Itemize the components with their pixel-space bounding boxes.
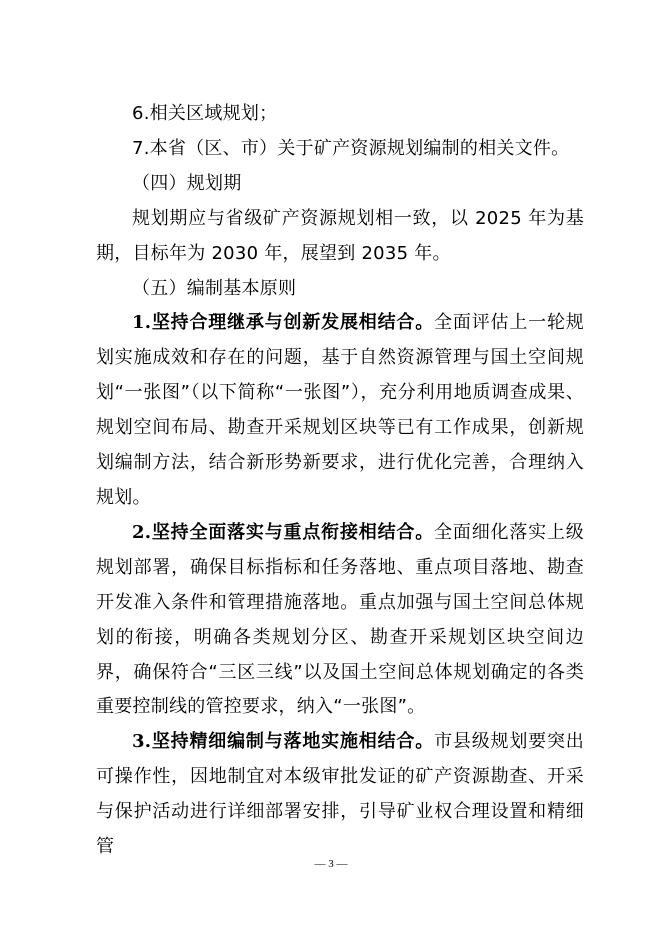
page-number: — 3 —: [314, 858, 348, 870]
principle-inheritance-innovation: [96, 306, 584, 515]
section-heading-basic-principles: [96, 272, 584, 307]
paragraph-text: （五）编制基本原则: [132, 277, 297, 299]
principle-text: 市县级规划要突出可操作性，因地制宜对本级审批发证的矿产资源勘查、开采与保护活动进行详细部署安排，引导矿业权合理设置和精细管: [96, 731, 585, 858]
paragraph-planning-period: [96, 202, 584, 272]
principle-implementation-connection: [96, 516, 584, 725]
paragraph-text: 规划期应与省级矿产资源规划相一致，以 2025 年为基期，目标年为 2030 年，展望到 2035 年。: [96, 207, 584, 264]
document-body: [96, 97, 584, 865]
principle-lead: 2.坚持全面落实与重点衔接相结合。: [132, 521, 435, 543]
principle-text: 全面细化落实上级规划部署，确保目标指标和任务落地、重点项目落地、勘查开发准入条件和管理措施落地。重点加强与国土空间总体规划的衔接，明确各类规划分区、勘查开采规划区块空间边界，确保符合“三区三线”以及国土空间总体规划确定的各类重要控制线的管控要求，纳入“一张图”。: [96, 521, 585, 718]
paragraph-related-regional-plans: [96, 97, 584, 132]
paragraph-text: 7.本省（区、市）关于矿产资源规划编制的相关文件。: [132, 137, 570, 159]
paragraph-text: （四）规划期: [132, 172, 242, 194]
principle-text: 全面评估上一轮规划实施成效和存在的问题，基于自然资源管理与国土空间规划“一张图”（以下简称“一张图”），充分利用地质调查成果、规划空间布局、勘查开采规划区块等已有工作成果，创新规划编制方法，结合新形势新要求，进行优化完善，合理纳入规划。: [96, 312, 585, 508]
principle-fine-compilation: [96, 725, 584, 865]
section-heading-planning-period: [96, 167, 584, 202]
principle-lead: 3.坚持精细编制与落地实施相结合。: [132, 731, 435, 753]
principle-lead: 1.坚持合理继承与创新发展相结合。: [132, 312, 435, 334]
paragraph-provincial-documents: [96, 132, 584, 167]
paragraph-text: 6.相关区域规划；: [132, 103, 278, 124]
